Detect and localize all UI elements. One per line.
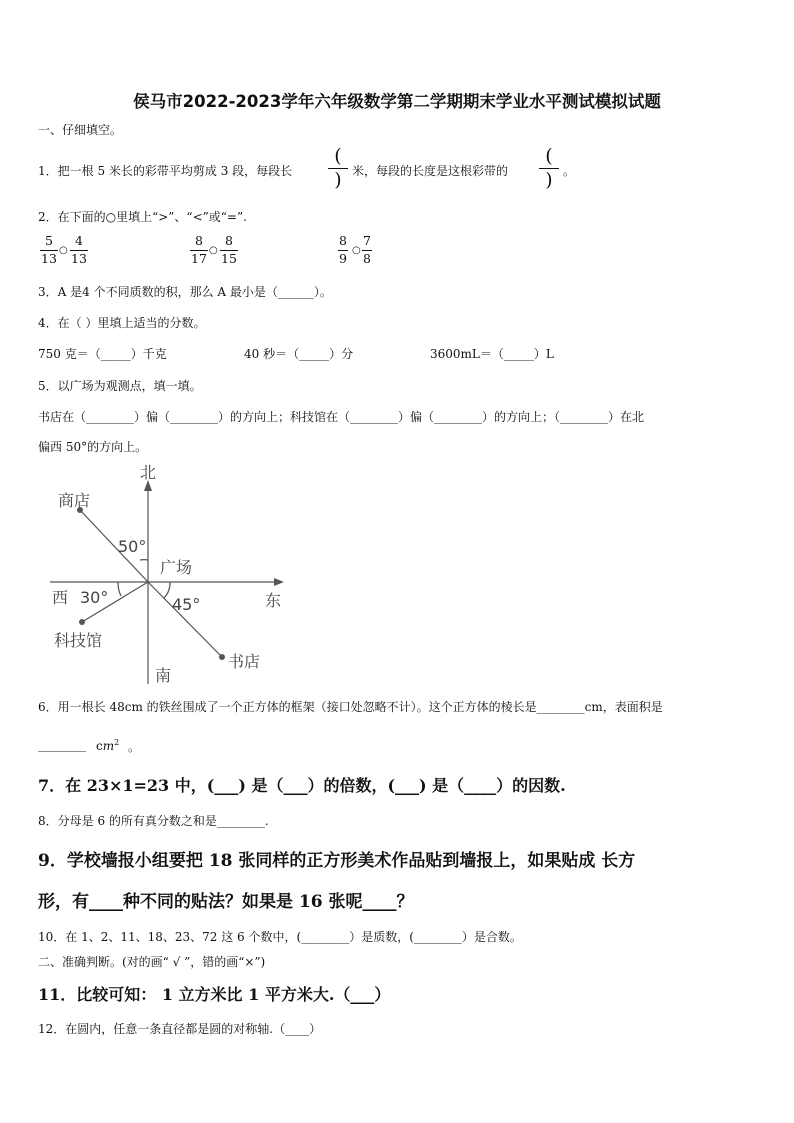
label-angle-30: 30° xyxy=(80,588,109,607)
question-12-text: 12．在圆内，任意一条直径都是圆的对称轴.（____） xyxy=(38,1022,322,1036)
question-1-text-a: 1．把一根 5 米长的彩带平均剪成 3 段，每段长 xyxy=(38,164,293,178)
fraction xyxy=(190,235,208,265)
question-6-blank: ________ xyxy=(38,738,86,752)
question-5-text: 5．以广场为观测点，填一填。 xyxy=(38,379,202,393)
question-9-line-2: 形，有____种不同的贴法？如果是 16 张呢____？ xyxy=(38,892,414,912)
question-10-text: 10．在 1、2、11、18、23、72 这 6 个数中，(________）是质数，(________）是合数。 xyxy=(38,930,522,944)
question-7-text: 7．在 23×1=23 中，(___) 是（___）的倍数，(___) 是（____）的因数. xyxy=(38,776,566,795)
question-6-end: 。 xyxy=(128,740,141,754)
east-arrowhead xyxy=(274,578,284,586)
answer-fraction-length xyxy=(328,147,348,190)
label-angle-50: 50° xyxy=(118,537,147,556)
denominator: 15 xyxy=(221,250,237,266)
label-east: 东 xyxy=(265,591,282,610)
direction-diagram xyxy=(0,460,320,685)
numerator: 8 xyxy=(194,233,203,248)
denominator: 13 xyxy=(71,250,87,266)
question-4-text: 4．在（ ）里填上适当的分数。 xyxy=(38,316,206,330)
fraction-numerator-blank: ( xyxy=(334,145,342,167)
denominator: 17 xyxy=(191,250,207,266)
question-9-line-1: 9．学校墙报小组要把 18 张同样的正方形美术作品贴到墙报上，如果贴成 长方 xyxy=(38,851,636,871)
fraction xyxy=(220,235,238,265)
question-1-text-b: 米，每段的长度是这根彩带的 xyxy=(352,164,509,178)
compare-circle[interactable]: ○ xyxy=(352,245,361,256)
compare-circle[interactable]: ○ xyxy=(59,245,68,256)
ray-to-bookstore xyxy=(148,582,222,657)
fraction xyxy=(338,235,348,265)
answer-fraction-ratio xyxy=(539,147,559,190)
denominator: 9 xyxy=(339,250,347,266)
denominator: 8 xyxy=(363,250,371,266)
numerator: 8 xyxy=(339,233,347,248)
label-tech: 科技馆 xyxy=(54,631,103,650)
fraction xyxy=(362,235,372,265)
unit-c: c xyxy=(96,739,103,753)
numerator: 8 xyxy=(224,233,233,248)
unit-m: m xyxy=(102,739,115,753)
fraction-denominator-blank: ) xyxy=(334,169,342,191)
section-2-heading: 二、准确判断。(对的画“ √ ”，错的画“×”) xyxy=(38,955,266,969)
tech-point xyxy=(79,619,85,625)
label-bookstore: 书店 xyxy=(228,652,261,671)
angle-arc-30 xyxy=(118,582,121,596)
label-angle-45: 45° xyxy=(172,595,201,614)
angle-arc-45 xyxy=(164,582,170,598)
numerator: 4 xyxy=(74,233,83,248)
label-plaza: 广场 xyxy=(160,558,193,577)
question-8-text: 8．分母是 6 的所有真分数之和是________. xyxy=(38,814,269,828)
numerator: 5 xyxy=(44,233,53,248)
question-4-item-a: 750 克＝（_____）千克 xyxy=(38,347,167,361)
label-south: 南 xyxy=(155,666,172,685)
bookstore-point xyxy=(219,654,225,660)
compare-circle[interactable]: ○ xyxy=(209,245,218,256)
question-5-line-1: 书店在（________）偏（________）的方向上；科技馆在（________）偏（________）的方向上；（________）在北 xyxy=(38,410,645,424)
page-title: 侯马市2022-2023学年六年级数学第二学期期末学业水平测试模拟试题 xyxy=(133,92,661,111)
label-north: 北 xyxy=(140,463,157,482)
numerator: 7 xyxy=(363,233,371,248)
denominator: 13 xyxy=(41,250,57,266)
question-4-item-c: 3600mL＝（_____）L xyxy=(430,347,554,361)
question-1-text-c: 。 xyxy=(563,164,576,178)
question-11-text: 11．比较可知： 1 立方米比 1 平方米大.（___） xyxy=(38,985,391,1004)
question-6-line-1: 6．用一根长 48cm 的铁丝围成了一个正方体的框架（接口处忽略不计）。这个正方体的棱长是________cm，表面积是 xyxy=(38,700,663,714)
label-shop: 商店 xyxy=(58,491,91,510)
fraction xyxy=(40,235,58,265)
question-4-item-b: 40 秒＝（_____）分 xyxy=(244,347,354,361)
question-6-unit xyxy=(96,738,119,753)
section-1-heading: 一、仔细填空。 xyxy=(38,123,123,137)
question-3-text: 3．A 是4 个不同质数的积，那么 A 最小是（______）。 xyxy=(38,285,332,299)
question-5-line-2: 偏西 50°的方向上。 xyxy=(38,440,148,454)
fraction-numerator-blank: ( xyxy=(545,145,553,167)
question-2-text: 2．在下面的○里填上“>”、“<”或“=”. xyxy=(38,210,247,224)
unit-exponent: 2 xyxy=(114,738,120,747)
label-west: 西 xyxy=(52,588,69,607)
fraction-denominator-blank: ) xyxy=(545,169,553,191)
fraction xyxy=(70,235,88,265)
